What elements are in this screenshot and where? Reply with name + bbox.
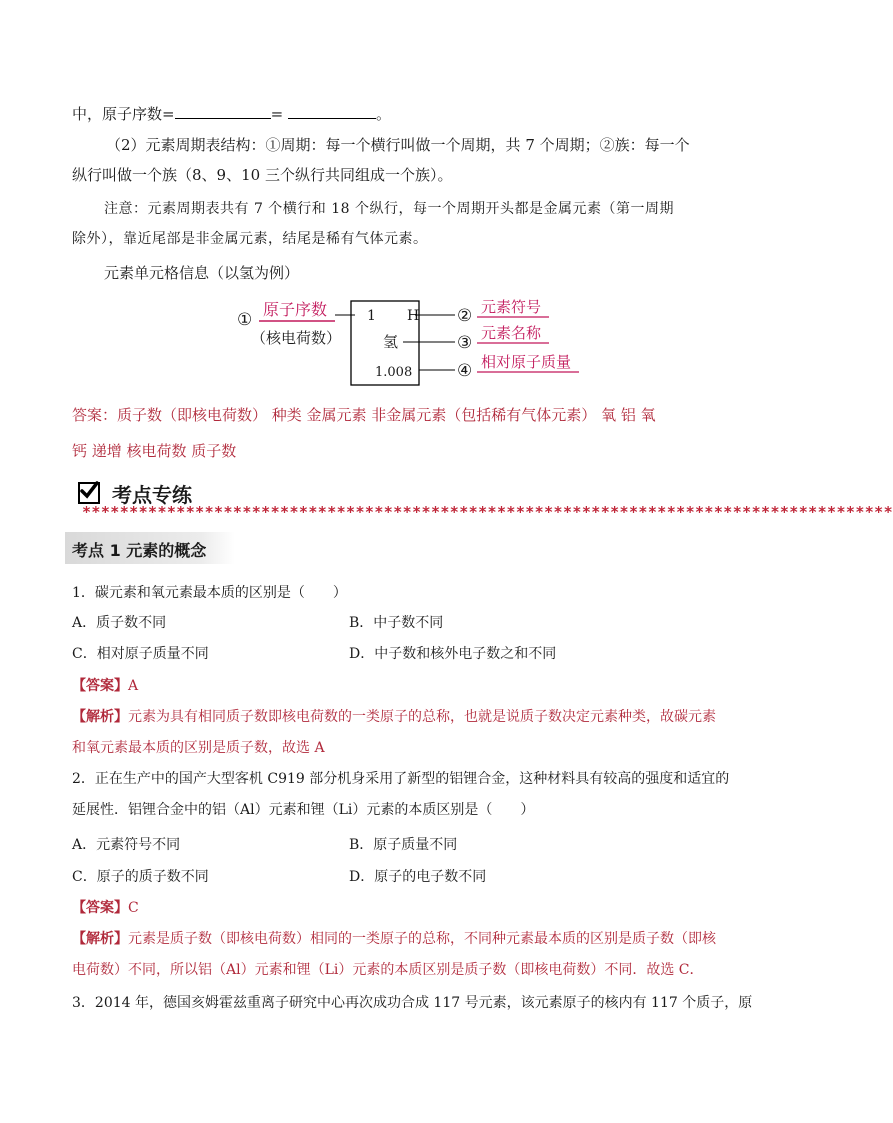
intro-line-1 xyxy=(72,103,391,124)
label-nuclear-charge: （核电荷数） xyxy=(251,329,342,347)
q2-analysis-2: 电荷数）不同，所以铝（Al）元素和锂（Li）元素的本质区别是质子数（即核电荷数）不同．故选 C． xyxy=(72,962,704,978)
label-element-name: 元素名称 xyxy=(481,324,542,342)
q1-analysis-2: 和氧元素最本质的区别是质子数，故选 A xyxy=(72,740,325,756)
note-line-2: 除外），靠近尾部是非金属元素，结尾是稀有气体元素。 xyxy=(72,231,428,247)
answer-line-2: 钙 递增 核电荷数 质子数 xyxy=(72,442,237,460)
q2-option-d[interactable]: D．原子的电子数不同 xyxy=(349,869,487,885)
q1-analysis-1 xyxy=(72,706,716,726)
label-relative-atomic-mass: 相对原子质量 xyxy=(481,353,572,371)
intro-line-3: 纵行叫做一个族（8、9、10 三个纵行共同组成一个族）。 xyxy=(72,166,453,184)
q1-analysis-text-1: 元素为具有相同质子数即核电荷数的一类原子的总称，也就是说质子数决定元素种类，故碳元素 xyxy=(128,709,716,725)
q1-option-a[interactable]: A．质子数不同 xyxy=(72,615,167,631)
answer-line-1: 答案：质子数（即核电荷数） 种类 金属元素 非金属元素（包括稀有气体元素） 氧 铝 氧 xyxy=(72,406,656,424)
q1-option-d[interactable]: D．中子数和核外电子数之和不同 xyxy=(349,646,557,662)
equals-sign: = xyxy=(270,105,284,123)
topic-label: 考点 1 元素的概念 xyxy=(72,541,207,560)
cell-atomic-number: 1 xyxy=(367,308,376,324)
q1-answer-tag: 【答案】 xyxy=(72,678,128,694)
label-atomic-number: 原子序数 xyxy=(263,300,328,319)
fill-blank-2[interactable] xyxy=(288,104,376,119)
q2-option-a[interactable]: A．元素符号不同 xyxy=(72,837,181,853)
q2-analysis-tag: 【解析】 xyxy=(72,931,128,947)
note-line-1: 注意：元素周期表共有 7 个横行和 18 个纵行，每一个周期开头都是金属元素（第一周期 xyxy=(104,201,675,217)
q2-answer-tag: 【答案】 xyxy=(72,900,128,916)
intro-line-2: （2）元素周期表结构：①周期：每一个横行叫做一个周期，共 7 个周期；②族：每一个 xyxy=(106,136,690,154)
cell-symbol: H xyxy=(407,308,420,324)
q2-answer xyxy=(72,897,139,917)
q1-option-b[interactable]: B．中子数不同 xyxy=(349,615,444,631)
label-element-symbol: 元素符号 xyxy=(481,298,542,316)
q2-option-b[interactable]: B．原子质量不同 xyxy=(349,837,458,853)
element-cell-diagram xyxy=(235,295,595,391)
q1-stem: 1．碳元素和氧元素最本质的区别是（ ） xyxy=(72,585,347,601)
circle-1: ① xyxy=(237,310,253,330)
q1-analysis-tag: 【解析】 xyxy=(72,709,128,725)
q2-stem-1: 2．正在生产中的国产大型客机 C919 部分机身采用了新型的铝锂合金，这种材料具有较高的强度和适宜的 xyxy=(72,771,730,787)
q2-analysis-text-1: 元素是质子数（即核电荷数）相同的一类原子的总称，不同种元素最本质的区别是质子数（即核 xyxy=(128,931,716,947)
q1-option-c[interactable]: C．相对原子质量不同 xyxy=(72,646,209,662)
circle-4: ④ xyxy=(457,361,473,381)
q2-analysis-1 xyxy=(72,928,716,948)
circle-3: ③ xyxy=(457,333,473,353)
star-divider: ************************************************************************************** xyxy=(82,503,893,521)
circle-2: ② xyxy=(457,306,473,326)
checkbox-checked-icon xyxy=(78,482,100,504)
intro-line-1-prefix: 中，原子序数= xyxy=(72,105,175,123)
section-title: 考点专练 xyxy=(112,482,192,507)
cell-mass: 1.008 xyxy=(375,365,413,380)
cell-info-title: 元素单元格信息（以氢为例） xyxy=(104,264,300,282)
q1-answer-value: A xyxy=(128,678,139,694)
q1-answer xyxy=(72,675,138,695)
q2-stem-2: 延展性．铝锂合金中的铝（Al）元素和锂（Li）元素的本质区别是（ ） xyxy=(72,802,535,818)
q2-option-c[interactable]: C．原子的质子数不同 xyxy=(72,869,209,885)
fill-blank-1[interactable] xyxy=(175,104,271,119)
cell-name: 氢 xyxy=(383,333,399,351)
q2-answer-value: C xyxy=(128,900,139,916)
q3-stem-1: 3．2014 年，德国亥姆霍兹重离子研究中心再次成功合成 117 号元素，该元素原子的核内有 117 个质子，原 xyxy=(72,995,753,1011)
period-mark: 。 xyxy=(375,105,391,123)
